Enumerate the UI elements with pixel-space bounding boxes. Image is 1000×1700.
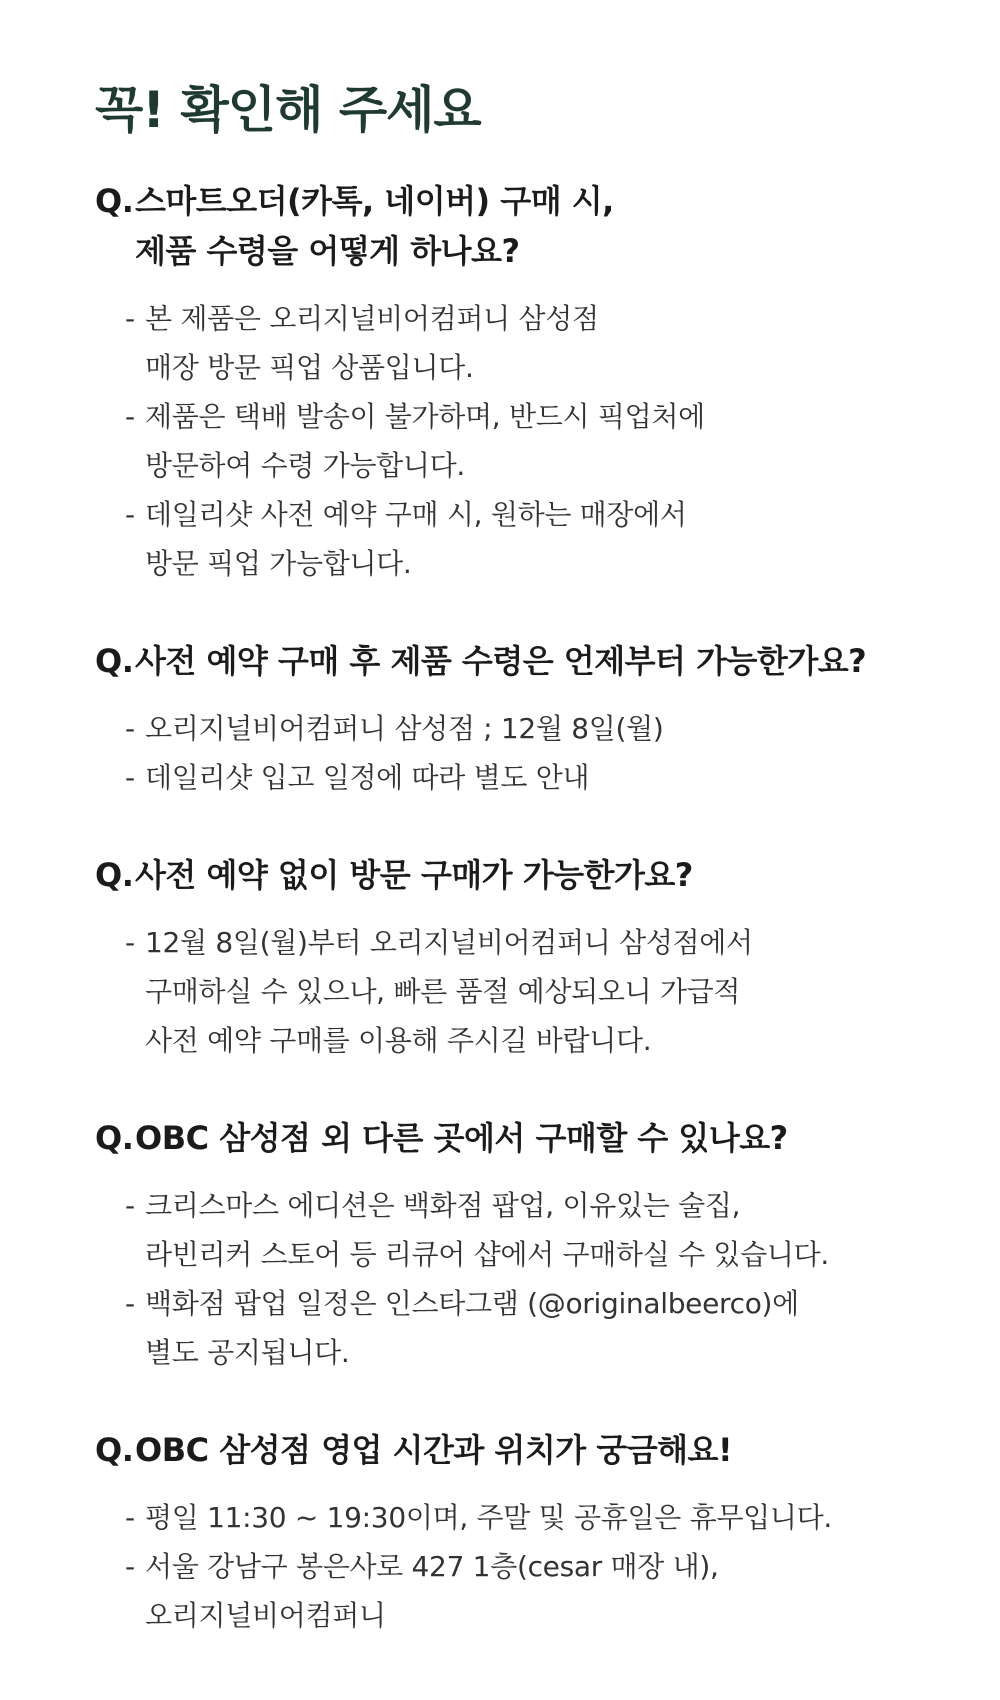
answer-text-line: 라빈리커 스토어 등 리큐어 샵에서 구매하실 수 있습니다. xyxy=(145,1238,830,1271)
faq-item xyxy=(95,1113,1000,1377)
question-text-line: 사전 예약 없이 방문 구매가 가능한가요? xyxy=(135,856,693,894)
answer-text-line: 방문 픽업 가능합니다. xyxy=(145,547,412,580)
answer-item xyxy=(95,392,1000,490)
answer-item xyxy=(95,1542,1000,1640)
faq-item xyxy=(95,850,1000,1065)
answer-list xyxy=(95,918,1000,1065)
answer-text-line: 백화점 팝업 일정은 인스타그램 (@originalbeerco)에 xyxy=(145,1287,799,1320)
answer-text-line: 매장 방문 픽업 상품입니다. xyxy=(145,351,474,384)
answer-text-line: 구매하실 수 있으나, 빠른 품절 예상되오니 가급적 xyxy=(145,975,741,1008)
answer-text-line: 오리지널비어컴퍼니 xyxy=(145,1599,386,1632)
answer-text-line: 12월 8일(월)부터 오리지널비어컴퍼니 삼성점에서 xyxy=(145,926,753,959)
bullet-dash: - xyxy=(125,302,135,335)
bullet-dash: - xyxy=(125,926,135,959)
question-prefix: Q. xyxy=(95,1119,134,1157)
faq-question xyxy=(95,1425,1000,1475)
question-prefix: Q. xyxy=(95,642,134,680)
answer-text-line: 크리스마스 에디션은 백화점 팝업, 이유있는 술집, xyxy=(145,1189,741,1222)
faq-list xyxy=(95,176,1000,1640)
faq-question xyxy=(95,1113,1000,1163)
answer-list xyxy=(95,1181,1000,1377)
answer-text-line: 데일리샷 사전 예약 구매 시, 원하는 매장에서 xyxy=(145,498,687,531)
faq-item xyxy=(95,176,1000,588)
answer-text-line: 데일리샷 입고 일정에 따라 별도 안내 xyxy=(145,761,590,794)
bullet-dash: - xyxy=(125,400,135,433)
answer-list xyxy=(95,1493,1000,1640)
answer-text-line: 평일 11:30 ~ 19:30이며, 주말 및 공휴일은 휴무입니다. xyxy=(145,1501,832,1534)
answer-item xyxy=(95,1181,1000,1279)
question-text-line: 스마트오더(카톡, 네이버) 구매 시, xyxy=(135,182,614,220)
bullet-dash: - xyxy=(125,1501,135,1534)
answer-text-line: 제품은 택배 발송이 불가하며, 반드시 픽업처에 xyxy=(145,400,705,433)
answer-text-line: 사전 예약 구매를 이용해 주시길 바랍니다. xyxy=(145,1024,652,1057)
question-prefix: Q. xyxy=(95,856,134,894)
answer-text-line: 오리지널비어컴퍼니 삼성점 ; 12월 8일(월) xyxy=(145,712,664,745)
faq-item xyxy=(95,636,1000,802)
question-prefix: Q. xyxy=(95,182,134,220)
answer-text-line: 방문하여 수령 가능합니다. xyxy=(145,449,466,482)
bullet-dash: - xyxy=(125,761,135,794)
answer-item xyxy=(95,704,1000,753)
question-text-line: 사전 예약 구매 후 제품 수령은 언제부터 가능한가요? xyxy=(135,642,867,680)
bullet-dash: - xyxy=(125,712,135,745)
question-text-line: OBC 삼성점 영업 시간과 위치가 궁금해요! xyxy=(135,1431,733,1469)
answer-text-line: 별도 공지됩니다. xyxy=(145,1336,350,1369)
answer-item xyxy=(95,294,1000,392)
answer-item xyxy=(95,918,1000,1065)
bullet-dash: - xyxy=(125,1550,135,1583)
answer-item xyxy=(95,1279,1000,1377)
answer-list xyxy=(95,704,1000,802)
faq-item xyxy=(95,1425,1000,1640)
answer-item xyxy=(95,753,1000,802)
bullet-dash: - xyxy=(125,1287,135,1320)
faq-question xyxy=(95,636,1000,686)
answer-text-line: 본 제품은 오리지널비어컴퍼니 삼성점 xyxy=(145,302,599,335)
faq-question xyxy=(95,176,1000,276)
question-prefix: Q. xyxy=(95,1431,134,1469)
bullet-dash: - xyxy=(125,1189,135,1222)
page-title: 꼭! 확인해 주세요 xyxy=(95,81,481,139)
question-text-line: 제품 수령을 어떻게 하나요? xyxy=(135,232,520,270)
answer-list xyxy=(95,294,1000,588)
question-text-line: OBC 삼성점 외 다른 곳에서 구매할 수 있나요? xyxy=(135,1119,788,1157)
answer-item xyxy=(95,1493,1000,1542)
faq-question xyxy=(95,850,1000,900)
answer-item xyxy=(95,490,1000,588)
bullet-dash: - xyxy=(125,498,135,531)
answer-text-line: 서울 강남구 봉은사로 427 1층(cesar 매장 내), xyxy=(145,1550,719,1583)
